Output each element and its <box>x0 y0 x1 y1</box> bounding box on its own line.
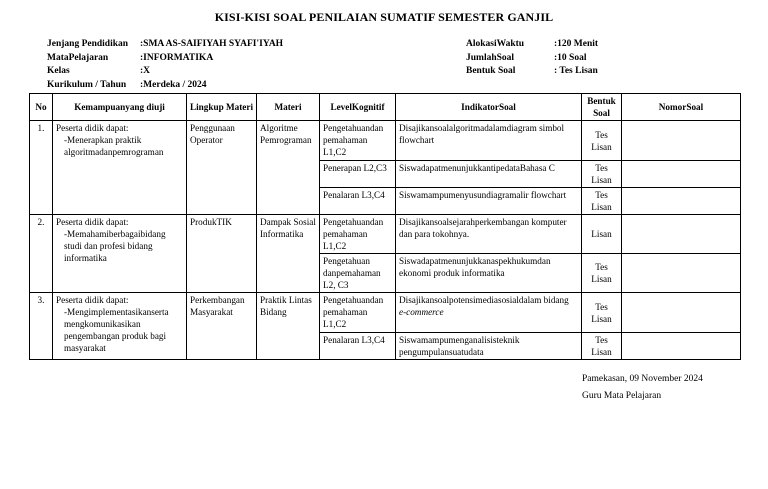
materi-cell: Praktik Lintas Bidang <box>257 293 320 360</box>
table-row <box>30 215 741 254</box>
signoff-place-date: Pamekasan, 09 November 2024 <box>582 374 703 384</box>
kemampuan-cell <box>53 293 187 360</box>
meta-value: :Merdeka / 2024 <box>140 79 207 90</box>
level-kognitif-cell: Penalaran L3,C4 <box>320 333 396 360</box>
row-number: 3. <box>30 293 53 360</box>
meta-label: Kurikulum / Tahun <box>47 79 127 90</box>
kemampuan-item: -Mengimplementasikanserta mengkomunikasikan pengembangan produk bagi masyarakat <box>64 307 169 353</box>
level-kognitif-cell: Penerapan L2,C3 <box>320 161 396 188</box>
nomor-soal-cell <box>622 188 741 215</box>
nomor-soal-cell <box>622 333 741 360</box>
meta-label: AlokasiWaktu <box>466 39 525 49</box>
meta-info-right <box>466 38 598 79</box>
nomor-soal-cell <box>622 161 741 188</box>
table-row <box>30 293 741 333</box>
table-header-row <box>30 94 741 121</box>
header-indikator-soal: IndikatorSoal <box>396 94 582 121</box>
nomor-soal-cell <box>622 254 741 293</box>
header-level-kognitif: LevelKognitif <box>320 94 396 121</box>
kemampuan-item: -Memahamiberbagaibidang studi dan profesi bidang informatika <box>64 229 166 263</box>
bentuk-soal-cell: Tes Lisan <box>582 293 622 333</box>
indikator-soal-cell: SiswadapatmenunjukkantipedataBahasa C <box>396 161 582 188</box>
meta-row-jenjang <box>47 38 283 52</box>
level-kognitif-cell: Pengetahuan danpemahaman L2, C3 <box>320 254 396 293</box>
level-kognitif-cell: Pengetahuandan pemahaman L1,C2 <box>320 293 396 333</box>
kemampuan-lead: Peserta didik dapat: <box>56 217 129 227</box>
bentuk-soal-cell: Tes Lisan <box>582 161 622 188</box>
row-number: 2. <box>30 215 53 293</box>
bentuk-soal-cell: Lisan <box>582 215 622 254</box>
kemampuan-lead: Peserta didik dapat: <box>56 123 129 133</box>
meta-row-kurikulum <box>47 79 283 93</box>
indikator-soal-cell: Disajikansoalsejarahperkembangan komputer dan para tokohnya. <box>396 215 582 254</box>
meta-value: :INFORMATIKA <box>140 52 214 63</box>
row-number: 1. <box>30 121 53 215</box>
header-no: No <box>30 94 53 121</box>
nomor-soal-cell <box>622 121 741 161</box>
meta-value: : Tes Lisan <box>554 66 598 76</box>
meta-label: Bentuk Soal <box>466 66 516 76</box>
indikator-soal-cell <box>396 293 582 333</box>
bentuk-soal-cell: Tes Lisan <box>582 121 622 161</box>
level-kognitif-cell: Penalaran L3,C4 <box>320 188 396 215</box>
meta-label: JumlahSoal <box>466 52 515 63</box>
indikator-soal-cell: Disajikansoalalgoritmadalamdiagram simbol flowchart <box>396 121 582 161</box>
kemampuan-lead: Peserta didik dapat: <box>56 295 129 305</box>
meta-value: :X <box>140 66 151 76</box>
meta-value: :SMA AS-SAIFIYAH SYAFI'IYAH <box>140 39 284 49</box>
signoff-block <box>582 371 703 405</box>
indikator-soal-cell: Siswamampumenyusundiagramalir flowchart <box>396 188 582 215</box>
table-row <box>30 121 741 161</box>
lingkup-materi-cell: Perkembangan Masyarakat <box>187 293 257 360</box>
meta-info-left <box>47 38 283 92</box>
kisi-kisi-table <box>29 93 741 360</box>
nomor-soal-cell <box>622 293 741 333</box>
lingkup-materi-cell: Penggunaan Operator <box>187 121 257 215</box>
meta-row-kelas <box>47 65 283 79</box>
meta-value: :120 Menit <box>554 39 599 49</box>
header-lingkup-materi: Lingkup Materi <box>187 94 257 121</box>
header-nomor-soal: NomorSoal <box>622 94 741 121</box>
header-kemampuan: Kemampuanyang diuji <box>53 94 187 121</box>
meta-row-mapel <box>47 52 283 66</box>
meta-label: Kelas <box>47 66 70 76</box>
kemampuan-item: -Menerapkan praktik algoritmadanpemrograman <box>64 135 164 157</box>
bentuk-soal-cell: Tes Lisan <box>582 333 622 360</box>
header-materi: Materi <box>257 94 320 121</box>
kemampuan-cell <box>53 215 187 293</box>
meta-label: Jenjang Pendidikan <box>47 39 129 49</box>
header-bentuk-soal: Bentuk Soal <box>582 94 622 121</box>
materi-cell: Algoritme Pemrograman <box>257 121 320 215</box>
indikator-soal-cell: Siswamampumenganalisisteknik pengumpulansuatudata <box>396 333 582 360</box>
meta-value: :10 Soal <box>554 52 587 63</box>
bentuk-soal-cell: Tes Lisan <box>582 188 622 215</box>
signoff-role: Guru Mata Pelajaran <box>582 391 662 401</box>
indikator-emphasis: e-commerce <box>399 307 444 317</box>
indikator-text: Disajikansoalpotensimediasosialdalam bidang <box>399 295 569 305</box>
level-kognitif-cell: Pengetahuandan pemahaman L1,C2 <box>320 215 396 254</box>
meta-row-alokasi <box>466 38 598 52</box>
nomor-soal-cell <box>622 215 741 254</box>
meta-label: MataPelajaran <box>47 52 109 63</box>
meta-row-jumlah <box>466 52 598 66</box>
meta-row-bentuk <box>466 65 598 79</box>
materi-cell: Dampak Sosial Informatika <box>257 215 320 293</box>
document-title: KISI-KISI SOAL PENILAIAN SUMATIF SEMESTER GANJIL <box>214 10 554 24</box>
lingkup-materi-cell: ProdukTIK <box>187 215 257 293</box>
level-kognitif-cell: Pengetahuandan pemahaman L1,C2 <box>320 121 396 161</box>
kemampuan-cell <box>53 121 187 215</box>
indikator-soal-cell: Siswadapatmenunjukkanaspekhukumdan ekonomi produk informatika <box>396 254 582 293</box>
bentuk-soal-cell: Tes Lisan <box>582 254 622 293</box>
